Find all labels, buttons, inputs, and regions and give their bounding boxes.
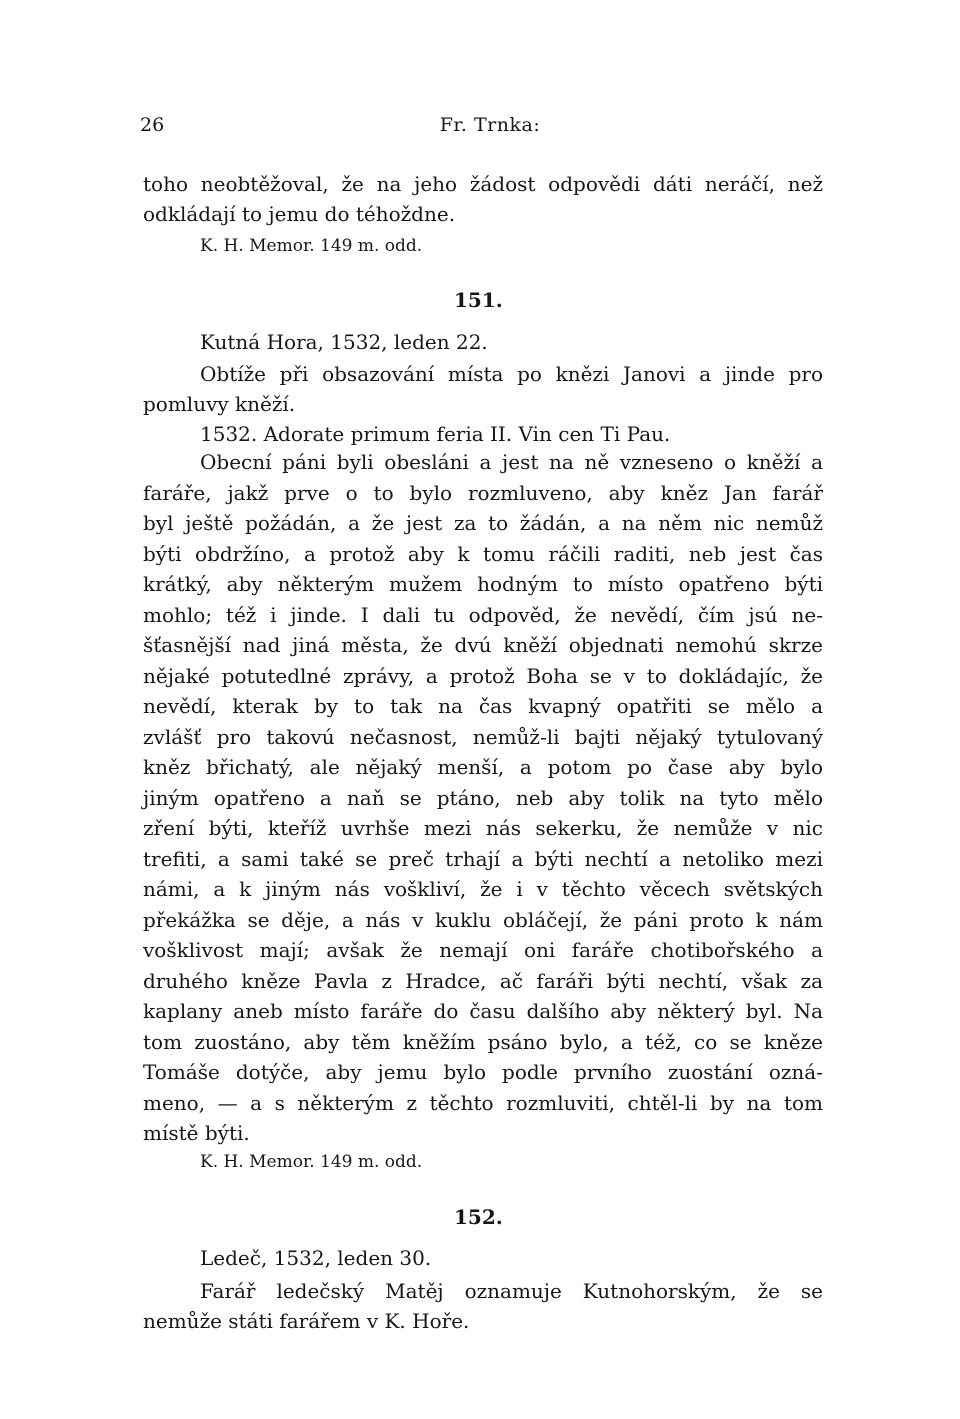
- body-line: kaplany aneb místo faráře do času dalšího aby některý byl. Na: [143, 999, 823, 1023]
- body-line: zvlášť pro takovú nečasnost, nemůž-li bajti nějaký tytulovaný: [143, 725, 823, 749]
- summary-line: Obtíže při obsazování místa po knězi Janovi a jinde pro: [200, 362, 823, 386]
- body-line: nějaké potutedlné zprávy, a protož Boha se v to dokládajíc, že: [143, 664, 823, 688]
- page-header: [140, 114, 820, 138]
- document-number: 151.: [454, 288, 503, 312]
- body-line: zření býti, kteříž uvrhše mezi nás sekerku, že nemůže v nic: [143, 816, 823, 840]
- continuation-line: toho neobtěžoval, že na jeho žádost odpovědi dáti neráčí, než: [143, 172, 823, 196]
- body-line: překážka se děje, a nás v kuklu obláčejí, že páni proto k nám: [143, 908, 823, 932]
- body-line: meno, — a s některým z těchto rozmluviti, chtěl-li by na tom: [143, 1091, 823, 1115]
- body-line: vošklivost mají; avšak že nemají oni faráře chotibořského a: [143, 938, 823, 962]
- body-line: námi, a k jiným nás voškliví, že i v těchto věcech světských: [143, 877, 823, 901]
- continuation-line: odkládají to jemu do téhoždne.: [143, 202, 456, 226]
- body-line: býti obdržíno, a protož aby k tomu ráčili raditi, neb jest čas: [143, 542, 823, 566]
- dating-line: 1532. Adorate primum feria II. Vin cen Ti Pau.: [200, 422, 671, 446]
- body-line: kněz břichatý, ale nějaký menší, a potom po čase aby bylo: [143, 755, 823, 779]
- body-line: jiným opatřeno a naň se ptáno, neb aby tolik na tyto mělo: [143, 786, 823, 810]
- body-line: trefiti, a sami také se preč trhají a býti nechtí a netoliko mezi: [143, 847, 823, 871]
- body-line: byl ještě požádán, a že jest za to žádán, a na něm nic nemůž: [143, 511, 823, 535]
- source-reference: K. H. Memor. 149 m. odd.: [200, 1152, 423, 1172]
- document-number: 152.: [454, 1205, 503, 1229]
- summary-line: Farář ledečský Matěj oznamuje Kutnohorským, že se: [200, 1279, 823, 1303]
- page-number: 26: [140, 114, 165, 136]
- summary-line: nemůže státi farářem v K. Hoře.: [143, 1309, 470, 1333]
- body-line: druhého kněze Pavla z Hradce, ač faráři býti nechtí, však za: [143, 969, 823, 993]
- place-date: Kutná Hora, 1532, leden 22.: [200, 330, 488, 354]
- body-line: nevědí, kterak by to tak na čas kvapný opatřiti se mělo a: [143, 694, 823, 718]
- running-head: Fr. Trnka:: [439, 114, 541, 136]
- body-line: faráře, jakž prve o to bylo rozmluveno, aby kněz Jan farář: [143, 481, 823, 505]
- body-line: krátký, aby některým mužem hodným to místo opatřeno býti: [143, 572, 823, 596]
- body-line: mohlo; též i jinde. I dali tu odpověd, že nevědí, čím jsú ne-: [143, 603, 823, 627]
- body-line: místě býti.: [143, 1121, 250, 1145]
- place-date: Ledeč, 1532, leden 30.: [200, 1246, 432, 1270]
- body-line: tom zuostáno, aby těm kněžím psáno bylo, a též, co se kněze: [143, 1030, 823, 1054]
- body-line: šťasnější nad jiná města, že dvú kněží objednati nemohú skrze: [143, 633, 823, 657]
- summary-line: pomluvy kněží.: [143, 392, 296, 416]
- body-line: Tomáše dotýče, aby jemu bylo podle prvního zuostání ozná-: [143, 1060, 823, 1084]
- source-reference: K. H. Memor. 149 m. odd.: [200, 236, 423, 256]
- body-line: Obecní páni byli obesláni a jest na ně vzneseno o kněží a: [200, 450, 823, 474]
